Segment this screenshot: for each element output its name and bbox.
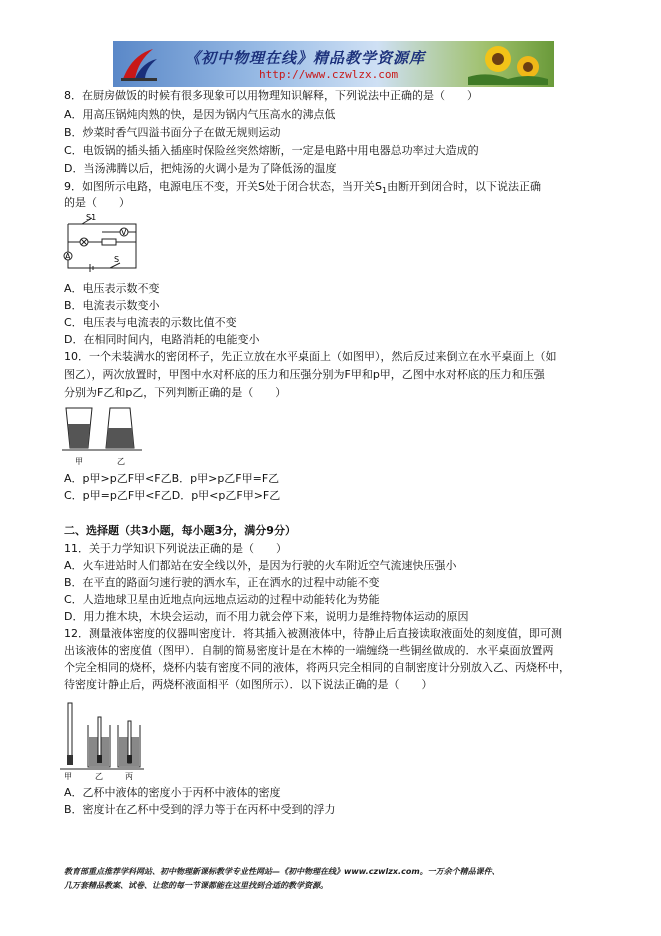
q9-option-b: B．电流表示数变小	[64, 299, 160, 312]
q9-circuit-diagram	[62, 212, 142, 274]
q12-fig-label-bing: 丙	[125, 772, 133, 781]
q9-fig-label-a: A	[65, 252, 71, 261]
q11-option-b: B．在平直的路面匀速行驶的洒水车，正在洒水的过程中动能不变	[64, 576, 380, 589]
q12-stem-line1: 12．测量液体密度的仪器叫密度计．将其插入被测液体中，待静止后直接读取液面处的刻度值，即可测	[64, 627, 562, 640]
q11-option-a: A．火车进站时人们都站在安全线以外，是因为行驶的火车附近空气流速快压强小	[64, 559, 457, 572]
sunflower-icon	[468, 43, 548, 85]
banner-url: http://www.czwlzx.com	[259, 68, 399, 81]
q10-stem-line1: 10．一个未装满水的密闭杯子，先正立放在水平桌面上（如图甲），然后反过来倒立在水平桌面上（如	[64, 350, 557, 363]
q8-option-b: B．炒菜时香气四溢书面分子在做无规则运动	[64, 126, 281, 139]
q9-option-a: A．电压表示数不变	[64, 282, 160, 295]
q8-stem: 8．在厨房做饭的时候有很多现象可以用物理知识解释，下列说法中正确的是（ ）	[64, 89, 478, 102]
q8-option-c: C．电饭锅的插头插入插座时保险丝突然熔断，一定是电路中用电器总功率过大造成的	[64, 144, 479, 157]
footer-line1: 教育部重点推荐学科网站、初中物理新课标教学专业性网站—《初中物理在线》www.czwlzx.com。一万余个精品课件、	[64, 867, 500, 876]
q10-stem-line2: 图乙），两次放置时，甲图中水对杯底的压力和压强分别为F甲和p甲，乙图中水对杯底的压力和压强	[64, 368, 545, 381]
q10-fig-label-yi: 乙	[117, 457, 125, 466]
q9-stem-sub: 1	[381, 186, 388, 196]
site-logo-icon	[119, 45, 159, 83]
q10-options-ab: A．p甲>p乙F甲<F乙B．p甲>p乙F甲=F乙	[64, 472, 280, 485]
q8-option-d: D．当汤沸腾以后，把炖汤的火调小是为了降低汤的温度	[64, 162, 337, 175]
q9-option-d: D．在相同时间内，电路消耗的电能变小	[64, 333, 260, 346]
q10-fig-label-jia: 甲	[75, 457, 83, 466]
q9-stem-line1	[64, 180, 541, 198]
q12-stem-line3: 个完全相同的烧杯，烧杯内装有密度不同的液体，将两只完全相同的自制密度计分别放入乙、丙烧杯中，	[64, 661, 570, 674]
q8-option-a: A．用高压锅炖肉熟的快，是因为锅内气压高水的沸点低	[64, 108, 336, 121]
q9-fig-label-s1: S1	[86, 213, 97, 222]
q12-hydrometer-diagram	[60, 697, 144, 781]
q9-stem-part1: 9．如图所示电路，电源电压不变，开关S处于闭合状态，当开关S	[64, 180, 382, 193]
q12-stem-line4: 待密度计静止后，两烧杯液面相平（如图所示）．以下说法正确的是（ ）	[64, 678, 433, 691]
q9-fig-label-s: S	[114, 255, 120, 264]
q11-option-d: D．用力推木块，木块会运动，而不用力就会停下来，说明力是维持物体运动的原因	[64, 610, 469, 623]
q12-stem-line2: 出该液体的密度值（图甲）．自制的简易密度计是在木棒的一端缠绕一些铜丝做成的．水平桌面放置两	[64, 644, 554, 657]
q9-stem-part2: 由断开到闭合时，以下说法正确	[387, 180, 542, 193]
q12-option-a: A．乙杯中液体的密度小于丙杯中液体的密度	[64, 786, 281, 799]
q11-option-c: C．人造地球卫星由近地点向远地点运动的过程中动能转化为势能	[64, 593, 380, 606]
q9-option-c: C．电压表与电流表的示数比值不变	[64, 316, 237, 329]
header-banner	[113, 41, 554, 87]
q12-option-b: B．密度计在乙杯中受到的浮力等于在丙杯中受到的浮力	[64, 803, 336, 816]
footer-line2: 几万套精品教案、试卷、让您的每一节课都能在这里找到合适的教学资源。	[64, 881, 328, 890]
q12-fig-label-yi: 乙	[95, 772, 103, 781]
q10-cups-diagram	[62, 404, 142, 468]
q9-stem-line2: 的是（ ）	[64, 196, 130, 209]
q10-options-cd: C．p甲=p乙F甲<F乙D．p甲<p乙F甲>F乙	[64, 489, 281, 502]
q12-fig-label-jia: 甲	[64, 772, 72, 781]
q11-stem: 11．关于力学知识下列说法正确的是（ ）	[64, 542, 287, 555]
section-2-heading: 二、选择题（共3小题，每小题3分，满分9分）	[64, 524, 296, 537]
banner-title: 《初中物理在线》精品教学资源库	[185, 49, 426, 67]
q10-stem-line3: 分别为F乙和p乙，下列判断正确的是（ ）	[64, 386, 287, 399]
q9-fig-label-v: V	[121, 228, 127, 237]
